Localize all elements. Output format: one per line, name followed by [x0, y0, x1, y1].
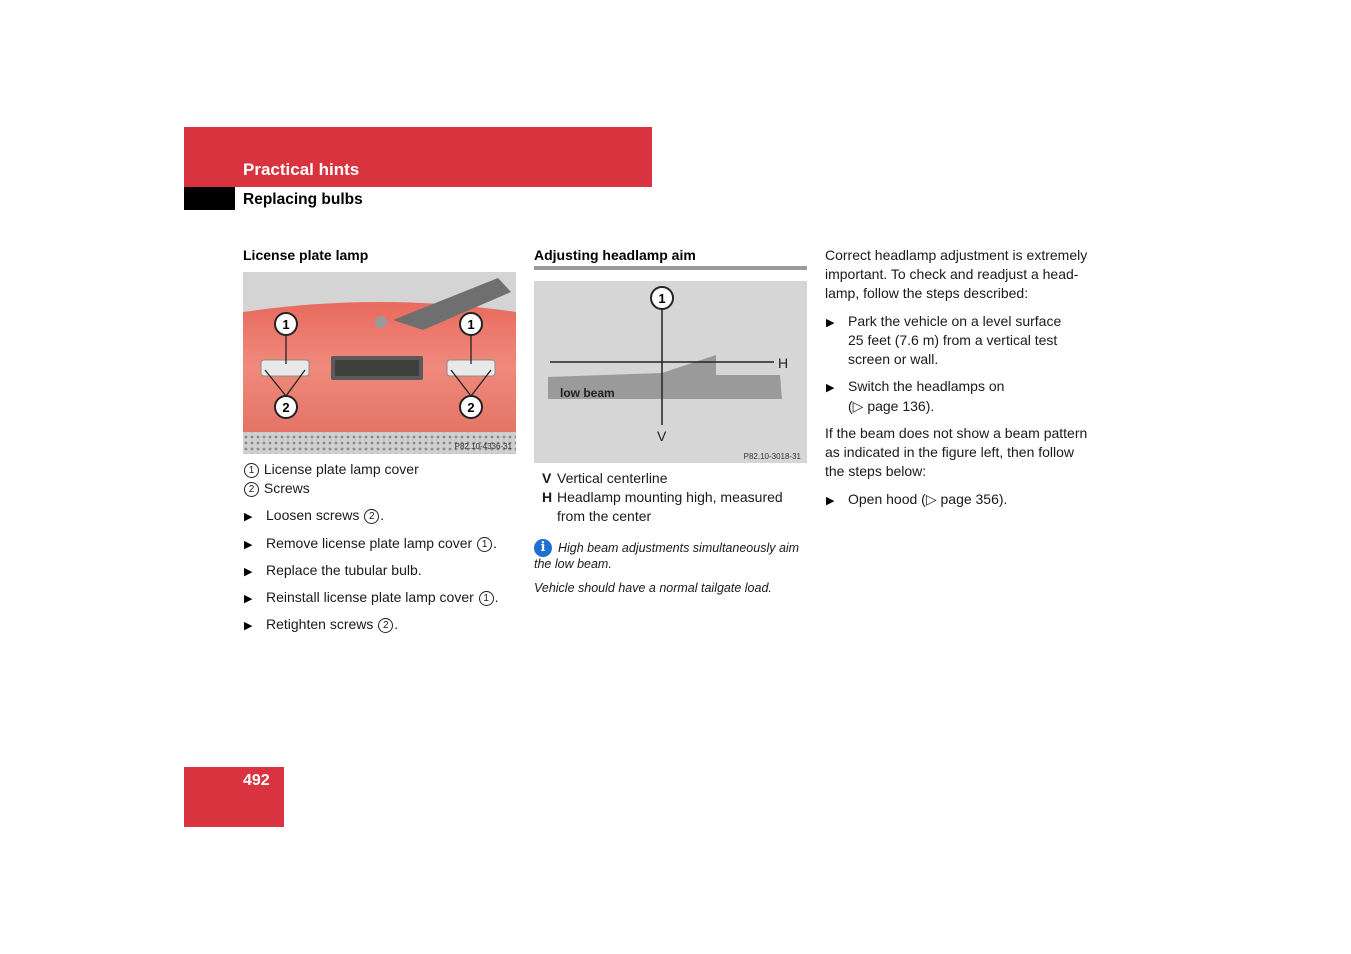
bullet-arrow-icon: ▶	[826, 495, 835, 507]
legend-v: V	[542, 470, 552, 486]
callout-number: 2	[378, 618, 393, 633]
bullet-arrow-icon: ▶	[244, 566, 253, 578]
step-item: Reinstall license plate lamp cover 1 .	[266, 589, 499, 605]
subsection-title: Replacing bulbs	[243, 191, 363, 208]
step-park-line-1: Park the vehicle on a level surface	[848, 313, 1062, 329]
note-2: Vehicle should have a normal tailgate load.	[534, 581, 772, 595]
svg-text:1: 1	[282, 317, 290, 332]
bullet-arrow-icon: ▶	[826, 382, 835, 394]
callout-number: 2	[364, 509, 379, 524]
callout-1-left	[275, 313, 297, 335]
bullet-arrow-icon: ▶	[244, 620, 253, 632]
bullet-arrow-icon: ▶	[826, 317, 835, 329]
svg-text:1: 1	[658, 291, 666, 306]
legend-h-text-2: from the center	[557, 508, 652, 524]
step-switch-line-2: (▷ page 136).	[848, 398, 935, 414]
figure-code: P82.10-4336-31	[454, 442, 512, 451]
info-icon: i	[534, 539, 552, 557]
note-1-line-2: the low beam.	[534, 557, 612, 571]
step-item: Replace the tubular bulb.	[266, 562, 422, 578]
callout-number: 1	[479, 591, 494, 606]
step-item: Remove license plate lamp cover 1 .	[266, 535, 497, 551]
callout-1-right	[460, 313, 482, 335]
bullet-arrow-icon: ▶	[244, 539, 253, 551]
svg-text:2: 2	[467, 400, 475, 415]
subsection-tab	[184, 187, 235, 210]
bullet-arrow-icon: ▶	[244, 511, 253, 523]
headlamp-aim-figure	[534, 281, 807, 463]
step-open-hood: Open hood (▷ page 356).	[848, 491, 1008, 507]
figure-code: P82.10-3018-31	[743, 452, 801, 461]
low-beam-label: low beam	[560, 386, 615, 400]
headlamp-aim-heading: Adjusting headlamp aim	[534, 247, 696, 263]
note-1-line-1: High beam adjustments simultaneously aim	[558, 541, 800, 555]
intro-line-1: Correct headlamp adjustment is extremely	[825, 247, 1088, 263]
para-line-2: as indicated in the figure left, then follow	[825, 444, 1075, 460]
para-line-1: If the beam does not show a beam pattern	[825, 425, 1088, 441]
intro-line-2: important. To check and readjust a head-	[825, 266, 1079, 282]
para-line-3: the steps below:	[825, 463, 927, 479]
legend-v-text: Vertical centerline	[557, 470, 668, 486]
legend-h: H	[542, 489, 553, 505]
bullet-arrow-icon: ▶	[244, 593, 253, 605]
legend-h-text-1: Headlamp mounting high, measured	[557, 489, 783, 505]
step-park-line-2: 25 feet (7.6 m) from a vertical test	[848, 332, 1058, 348]
intro-line-3: lamp, follow the steps described:	[825, 285, 1029, 301]
callout-2-right	[460, 396, 482, 418]
heading-rule	[534, 266, 807, 270]
section-title: Practical hints	[243, 160, 360, 179]
v-axis-label: V	[657, 428, 667, 444]
svg-text:2: 2	[282, 400, 290, 415]
step-item: Loosen screws 2 .	[266, 507, 385, 523]
page-number: 492	[243, 772, 270, 789]
callout-1	[651, 287, 673, 309]
step-switch-line-1: Switch the headlamps on	[848, 378, 1005, 394]
license-plate-lamp-heading: License plate lamp	[243, 247, 369, 263]
step-park-line-3: screen or wall.	[848, 351, 939, 367]
callout-number: 1	[477, 537, 492, 552]
legend-item-2: 2 Screws	[243, 479, 310, 498]
legend-item-1: 1 License plate lamp cover	[243, 460, 419, 479]
svg-text:1: 1	[467, 317, 475, 332]
callout-2-left	[275, 396, 297, 418]
h-axis-label: H	[778, 355, 789, 371]
step-item: Retighten screws 2 .	[266, 616, 399, 632]
license-plate-lamp-figure	[243, 272, 516, 454]
